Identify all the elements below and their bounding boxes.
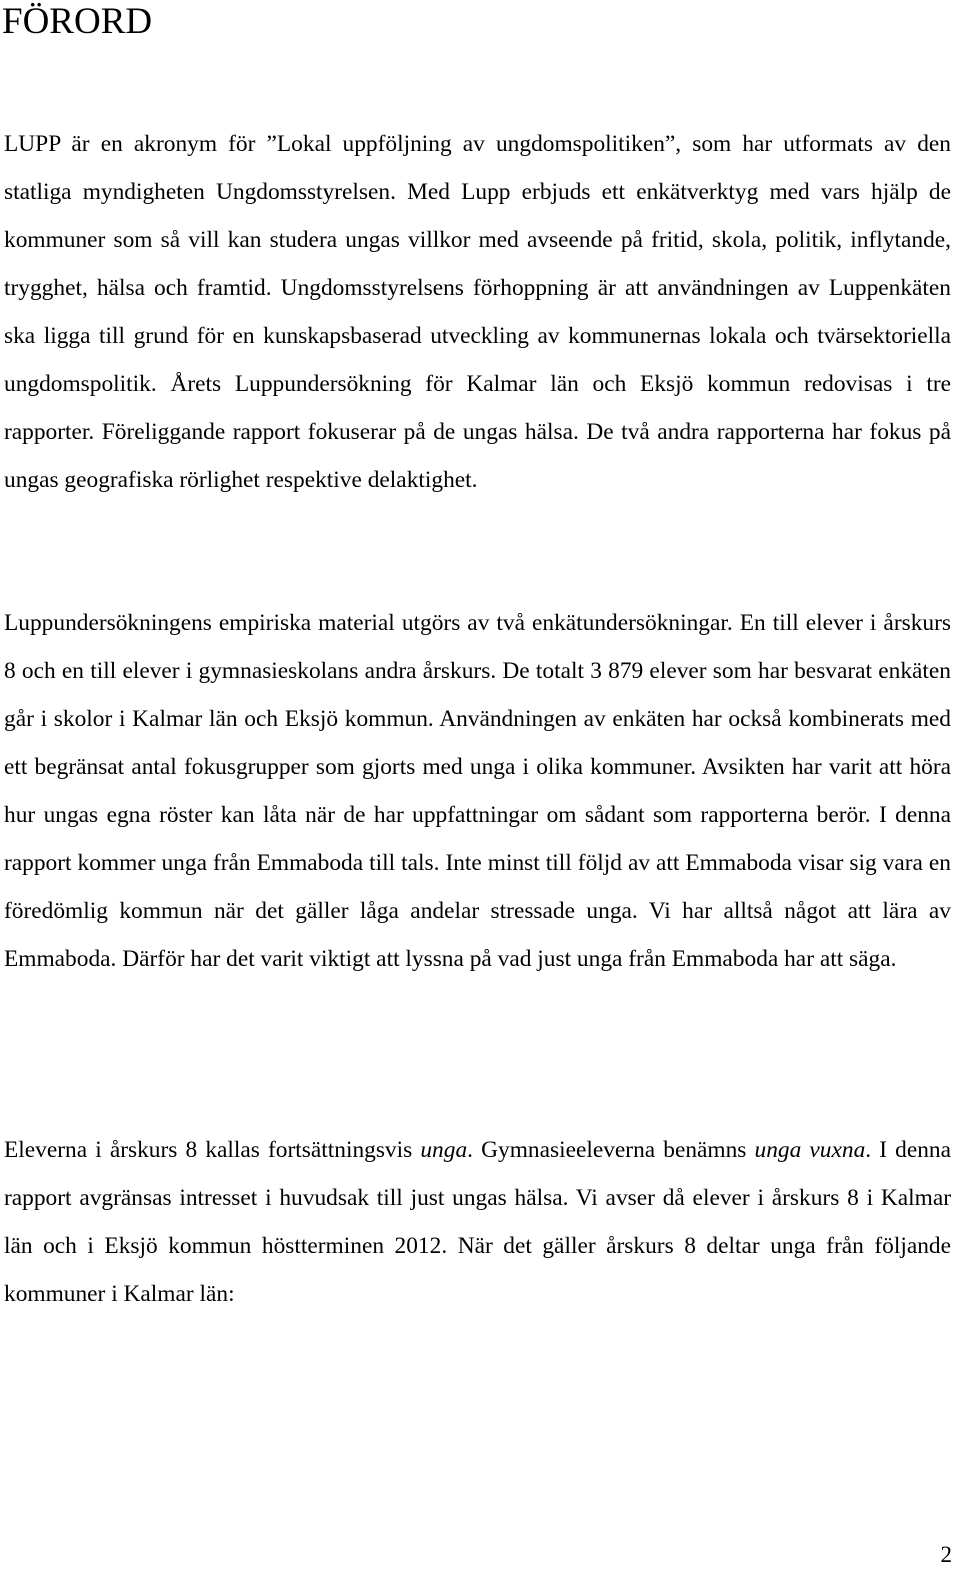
paragraph-method: Luppundersökningens empiriska material utgörs av två enkätundersökningar. En till elever i årskurs 8 och en till elever i gymnasieskolans andra årskurs. De totalt 3 879 elever som har besvarat enkäten går i skolor i Kalmar län och Eksjö kommun. Användningen av enkäten har också kombinerats med ett begränsat antal fokusgrupper som gjorts med unga i olika kommuner. Avsikten har varit att höra hur ungas egna röster kan låta när de har uppfattningar om sådant som rapporterna berör. I denna rapport kommer unga från Emmaboda till tals. Inte minst till följd av att Emmaboda visar sig vara en föredömlig kommun när det gäller låga andelar stressade unga. Vi har alltså något att lära av Emmaboda. Därför har det varit viktigt att lyssna på vad just unga från Emmaboda har att säga. [4, 610, 951, 972]
paragraph-scope-text-1: Eleverna i årskurs 8 kallas fortsättningsvis [4, 1137, 421, 1163]
term-unga: unga [420, 1137, 468, 1163]
term-unga-vuxna: unga vuxna [754, 1137, 866, 1163]
paragraph-scope-text-2: . Gymnasieeleverna benämns [467, 1137, 755, 1163]
page-number: 2 [940, 1542, 952, 1567]
paragraph-scope [4, 1126, 951, 1318]
paragraph-scope-text-3: . I denna rapport avgränsas intresset i huvudsak till just ungas hälsa. Vi avser då elever i årskurs 8 i Kalmar län och i Eksjö kommun höstterminen 2012. När det gäller årskurs 8 deltar unga från följande kommuner i Kalmar län: [4, 1137, 951, 1307]
page-heading: FÖRORD [2, 1, 153, 42]
paragraph-intro: LUPP är en akronym för ”Lokal uppföljning av ungdomspolitiken”, som har utformats av den statliga myndigheten Ungdomsstyrelsen. Med Lupp erbjuds ett enkätverktyg med vars hjälp de kommuner som så vill kan studera ungas villkor med avseende på fritid, skola, politik, inflytande, trygghet, hälsa och framtid. Ungdomsstyrelsens förhoppning är att användningen av Luppenkäten ska ligga till grund för en kunskapsbaserad utveckling av kommunernas lokala och tvärsektoriella ungdomspolitik. Årets Luppundersökning för Kalmar län och Eksjö kommun redovisas i tre rapporter. Föreliggande rapport fokuserar på de ungas hälsa. De två andra rapporterna har fokus på ungas geografiska rörlighet respektive delaktighet. [4, 131, 951, 493]
